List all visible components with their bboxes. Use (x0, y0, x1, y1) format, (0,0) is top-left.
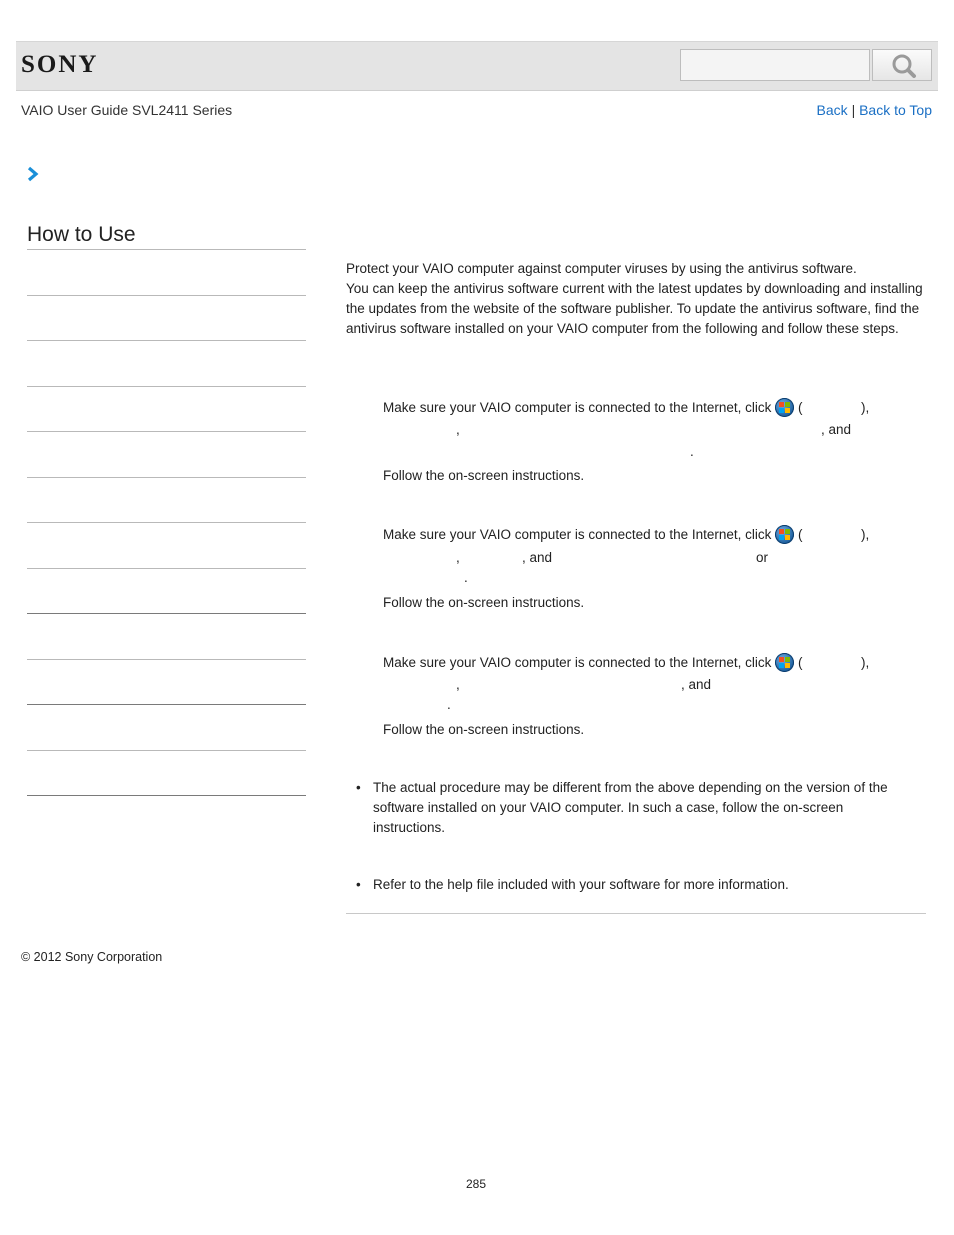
sidebar-divider (27, 295, 306, 296)
search-button[interactable] (872, 49, 932, 81)
step-end: . (447, 697, 451, 712)
windows-flag-tile (785, 663, 790, 668)
content-divider (346, 913, 926, 914)
windows-flag-tile (779, 408, 784, 413)
back-link[interactable]: Back (816, 102, 848, 118)
page-number: 285 (466, 1177, 487, 1191)
note-text: The actual procedure may be different from the above depending on the version of the software installed on your VAIO computer. In such a case, follow the on-screen instructions. (373, 780, 888, 835)
nav-separator: | (851, 102, 856, 118)
sidebar-divider (27, 750, 306, 751)
sidebar-divider (27, 704, 306, 705)
hint-item (356, 875, 916, 895)
windows-start-icon (775, 398, 794, 417)
sidebar-divider (27, 340, 306, 341)
intro-paragraph: You can keep the antivirus software current with the latest updates by downloading and installing the updates from the website of the software publisher. To update the antivirus software, find the antivirus software installed on your VAIO computer from the following and follow these steps. (346, 281, 923, 336)
step-and: , and (522, 550, 553, 565)
step-follow: Follow the on-screen instructions. (383, 468, 585, 483)
windows-flag-tile (779, 663, 784, 668)
windows-flag-tile (779, 657, 784, 662)
windows-start-icon (775, 653, 794, 672)
sidebar-divider (27, 568, 306, 569)
step-and: , and (821, 422, 852, 437)
bullet-dot: • (356, 780, 361, 795)
windows-flag-tile (785, 408, 790, 413)
intro-paragraph: Protect your VAIO computer against computer viruses by using the antivirus software. (346, 261, 857, 276)
breadcrumb-chevron-icon[interactable] (26, 166, 40, 182)
step-or: or (756, 550, 769, 565)
copyright: © 2012 Sony Corporation (21, 950, 163, 964)
paren-open: ( (797, 655, 803, 670)
step-end: . (464, 570, 468, 585)
windows-flag-tile (779, 529, 784, 534)
note-item (356, 778, 916, 838)
sidebar-divider (27, 613, 306, 614)
intro-text (346, 259, 926, 339)
sony-logo[interactable]: SONY (21, 51, 99, 78)
search-input[interactable] (680, 49, 870, 81)
sidebar-divider (27, 795, 306, 796)
magnifier-icon (891, 53, 917, 79)
windows-flag-tile (785, 402, 790, 407)
sidebar-divider (27, 249, 306, 250)
windows-flag-tile (785, 535, 790, 540)
windows-flag-tile (779, 535, 784, 540)
paren-open: ( (797, 527, 803, 542)
hint-text: Refer to the help file included with your software for more information. (373, 877, 789, 892)
bullet-dot: • (356, 877, 361, 892)
guide-title: VAIO User Guide SVL2411 Series (21, 102, 233, 118)
paren-close: ), (861, 527, 870, 542)
step-comma: , (456, 677, 460, 692)
paren-close: ), (861, 655, 870, 670)
paren-open: ( (797, 400, 803, 415)
top-navigation (817, 102, 932, 118)
step-text: Make sure your VAIO computer is connected to the Internet, click (383, 655, 772, 670)
step-comma: , (456, 550, 460, 565)
sidebar-divider (27, 659, 306, 660)
paren-close: ), (861, 400, 870, 415)
windows-flag-tile (779, 402, 784, 407)
step-comma: , (456, 422, 460, 437)
sidebar-divider (27, 477, 306, 478)
windows-flag-tile (785, 657, 790, 662)
step-follow: Follow the on-screen instructions. (383, 595, 585, 610)
step-end: . (690, 444, 694, 459)
sidebar-divider (27, 431, 306, 432)
back-to-top-link[interactable]: Back to Top (859, 102, 932, 118)
windows-flag-tile (785, 529, 790, 534)
sidebar-divider (27, 522, 306, 523)
section-title: How to Use (27, 223, 136, 246)
step-follow: Follow the on-screen instructions. (383, 722, 585, 737)
step-text: Make sure your VAIO computer is connected to the Internet, click (383, 400, 772, 415)
header-bar (16, 41, 938, 91)
windows-start-icon (775, 525, 794, 544)
step-and: , and (681, 677, 712, 692)
sidebar-divider (27, 386, 306, 387)
step-text: Make sure your VAIO computer is connected to the Internet, click (383, 527, 772, 542)
